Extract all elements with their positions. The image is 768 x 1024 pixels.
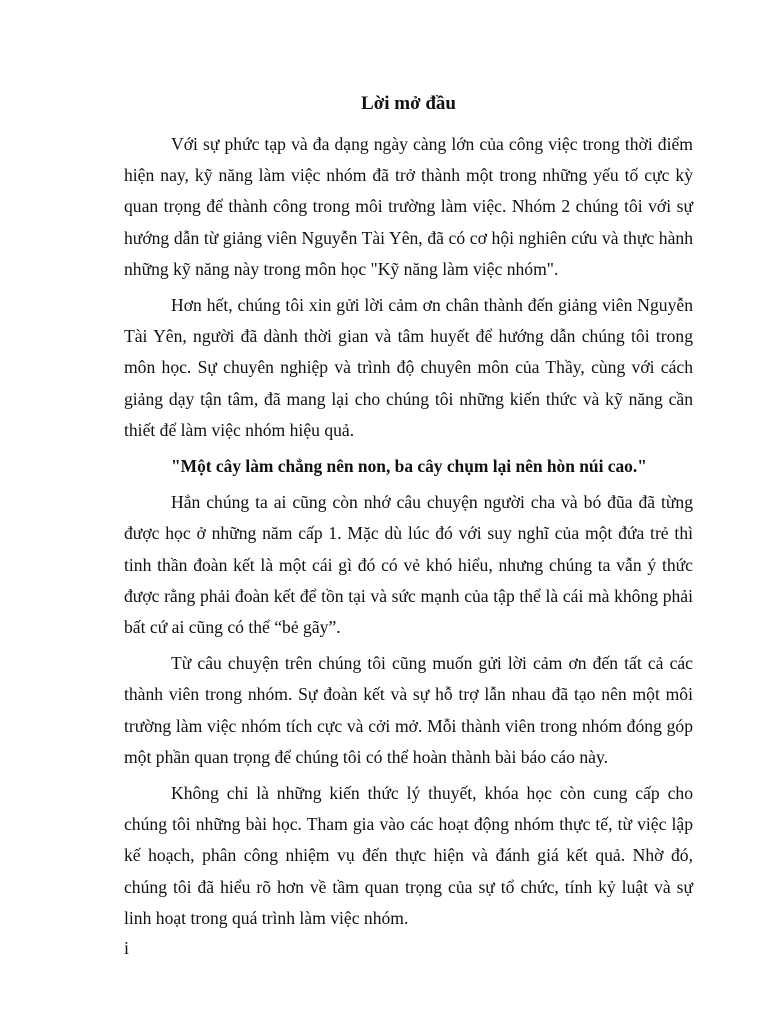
paragraph-story: Hẳn chúng ta ai cũng còn nhớ câu chuyện người cha và bó đũa đã từng được học ở những năm cấp 1. Mặc dù lúc đó với suy nghĩ của một đứa trẻ thì tinh thần đoàn kết là một cái gì đó có vẻ khó hiểu, nhưng chúng ta vẫn ý thức được rằng phải đoàn kết để tồn tại và sức mạnh của tập thể là cái mà không phải bất cứ ai cũng có thể “bẻ gãy”. bbox=[124, 492, 693, 638]
proverb-quote: "Một cây làm chẳng nên non, ba cây chụm lại nên hòn núi cao." bbox=[171, 456, 647, 477]
page-number: i bbox=[124, 938, 130, 958]
paragraph-lessons: Không chỉ là những kiến thức lý thuyết, khóa học còn cung cấp cho chúng tôi những bài học. Tham gia vào các hoạt động nhóm thực tế, từ việc lập kế hoạch, phân công nhiệm vụ đến thực hiện và đánh giá kết quả. Nhờ đó, chúng tôi đã hiểu rõ hơn về tầm quan trọng của sự tổ chức, tính kỷ luật và sự linh hoạt trong quá trình làm việc nhóm. bbox=[124, 783, 693, 928]
document-body bbox=[124, 88, 693, 939]
page-title: Lời mở đầu bbox=[361, 93, 456, 114]
paragraph-thanks-lecturer: Hơn hết, chúng tôi xin gửi lời cảm ơn chân thành đến giảng viên Nguyễn Tài Yên, người đã dành thời gian và tâm huyết để hướng dẫn chúng tôi trong môn học. Sự chuyên nghiệp và trình độ chuyên môn của Thầy, cùng với cách giảng dạy tận tâm, đã mang lại cho chúng tôi những kiến thức và kỹ năng cần thiết để làm việc nhóm hiệu quả. bbox=[124, 295, 693, 440]
paragraph-thanks-team: Từ câu chuyện trên chúng tôi cũng muốn gửi lời cảm ơn đến tất cả các thành viên trong nhóm. Sự đoàn kết và sự hỗ trợ lẫn nhau đã tạo nên một môi trường làm việc nhóm tích cực và cởi mở. Mỗi thành viên trong nhóm đóng góp một phần quan trọng để chúng tôi có thể hoàn thành bài báo cáo này. bbox=[124, 653, 693, 767]
paragraph-intro: Với sự phức tạp và đa dạng ngày càng lớn của công việc trong thời điểm hiện nay, kỹ năng làm việc nhóm đã trở thành một trong những yếu tố cực kỳ quan trọng để thành công trong môi trường làm việc. Nhóm 2 chúng tôi với sự hướng dẫn từ giảng viên Nguyễn Tài Yên, đã có cơ hội nghiên cứu và thực hành những kỹ năng này trong môn học "Kỹ năng làm việc nhóm". bbox=[124, 134, 693, 279]
